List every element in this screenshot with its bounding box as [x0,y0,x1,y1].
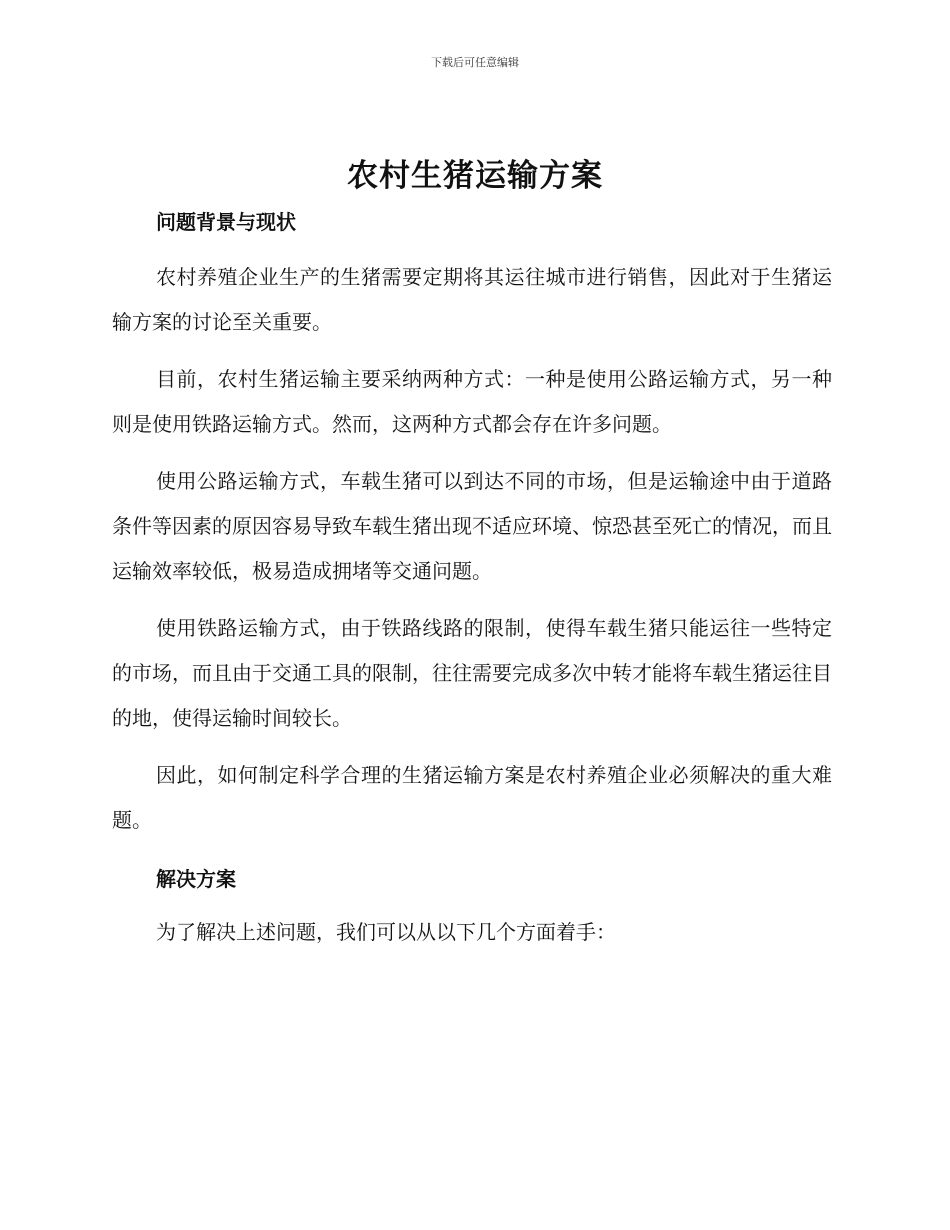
paragraph: 因此，如何制定科学合理的生猪运输方案是农村养殖企业必须解决的重大难题。 [112,763,832,832]
paragraph: 为了解决上述问题，我们可以从以下几个方面着手： [156,920,616,944]
paragraph: 农村养殖企业生产的生猪需要定期将其运往城市进行销售，因此对于生猪运输方案的讨论至关重要。 [112,265,832,334]
document-body [112,203,832,955]
paragraph: 目前，农村生猪运输主要采纳两种方式：一种是使用公路运输方式，另一种则是使用铁路运输方式。然而，这两种方式都会存在许多问题。 [112,367,832,436]
document-title: 农村生猪运输方案 [347,158,603,194]
header-note: 下载后可任意编辑 [431,56,519,69]
paragraph: 使用铁路运输方式，由于铁路线路的限制，使得车载生猪只能运往一些特定的市场，而且由于交通工具的限制，往往需要完成多次中转才能将车载生猪运往目的地，使得运输时间较长。 [112,616,832,730]
section-heading-solution: 解决方案 [156,867,236,891]
section-heading-background: 问题背景与现状 [156,210,296,234]
paragraph: 使用公路运输方式，车载生猪可以到达不同的市场，但是运输途中由于道路条件等因素的原因容易导致车载生猪出现不适应环境、惊恐甚至死亡的情况，而且运输效率较低，极易造成拥堵等交通问题。 [112,469,832,583]
